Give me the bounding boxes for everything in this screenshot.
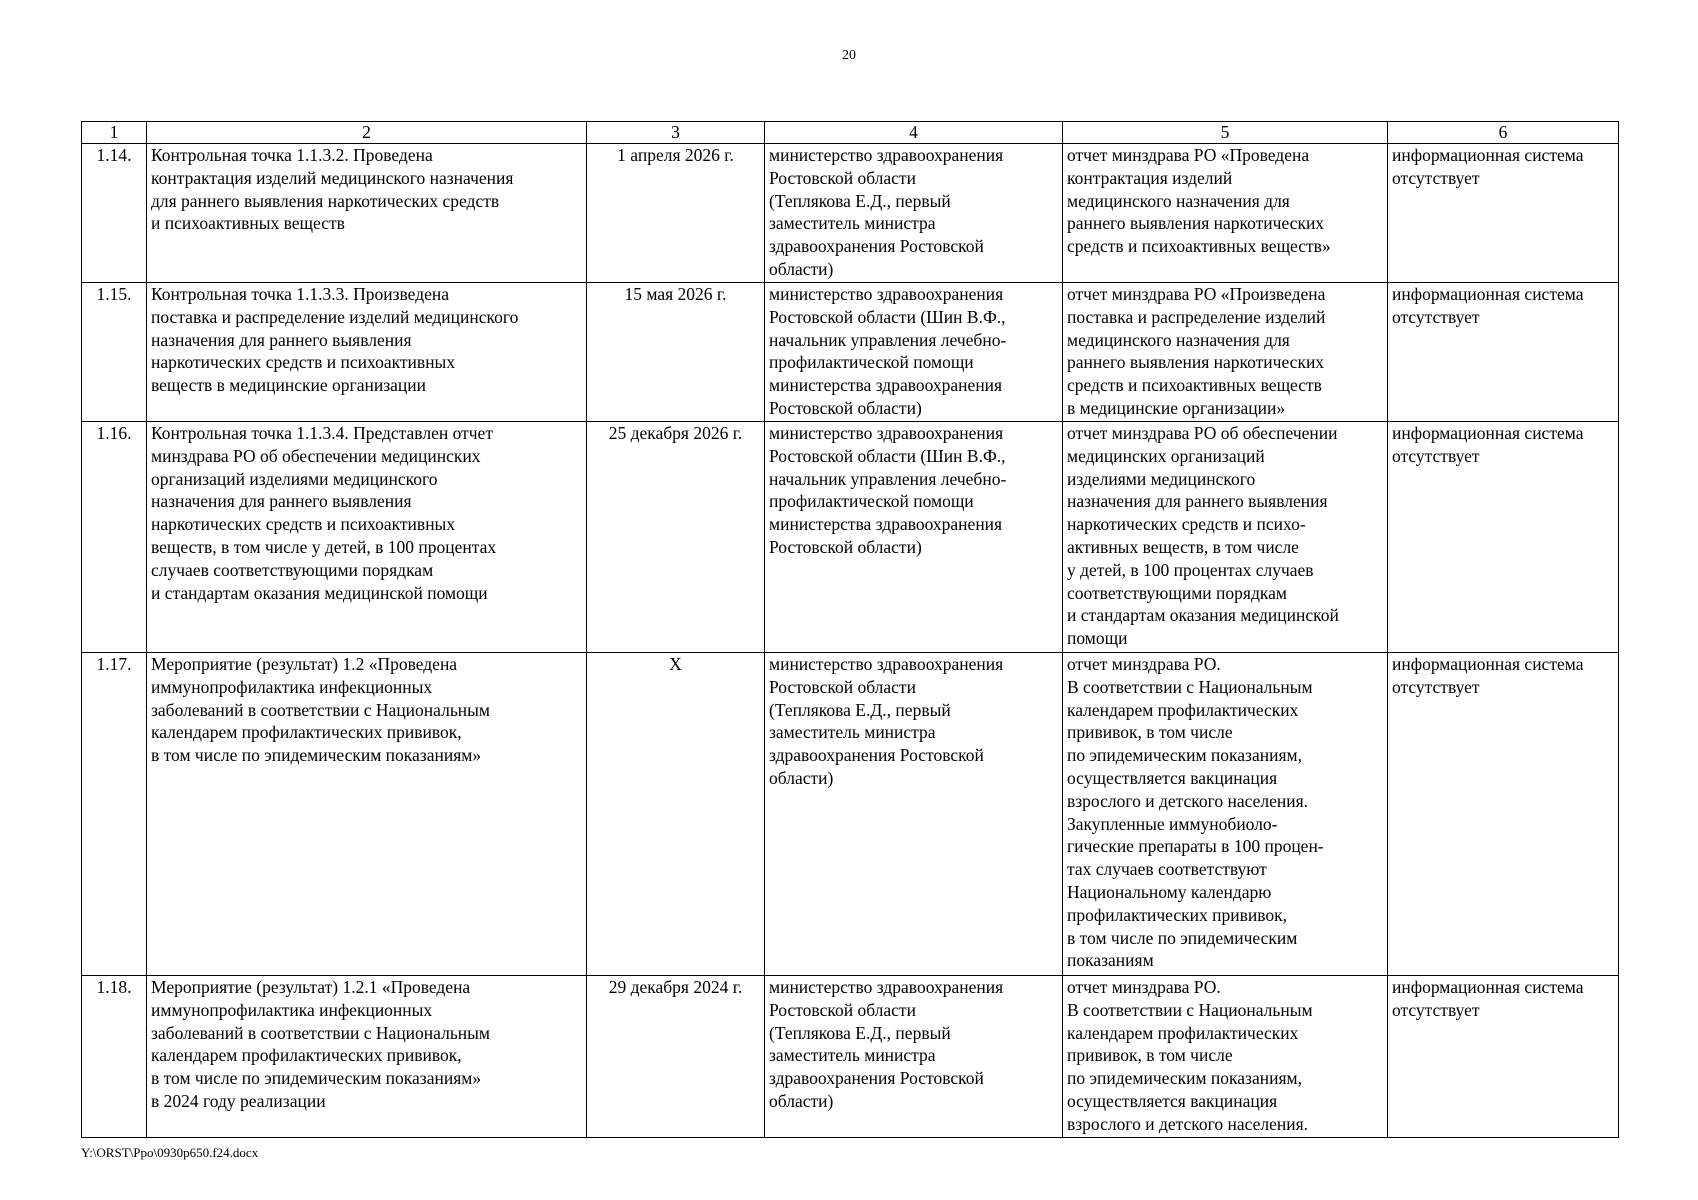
cell-deadline: 15 мая 2026 г.	[587, 283, 765, 422]
text-line: поставка и распределение изделий	[1067, 306, 1326, 327]
text-line: начальник управления лечебно-	[769, 468, 1007, 489]
text-line: прививок, в том числе	[1067, 1045, 1233, 1066]
text-line: контрактация изделий	[1067, 167, 1233, 188]
text-line: календарем профилактических прививок,	[151, 1045, 462, 1066]
text-line: информационная система	[1392, 423, 1584, 443]
text-line: и стандартам оказания медицинской	[1067, 605, 1339, 626]
text-line: здравоохранения Ростовской	[769, 1068, 984, 1089]
text-line: Контрольная точка 1.1.3.4. Представлен отчет	[151, 423, 493, 443]
cell-activity-name	[147, 422, 587, 653]
cell-activity-name	[147, 976, 587, 1138]
text-line: назначения для раннего выявления	[151, 329, 412, 350]
text-line: организаций изделиями медицинского	[151, 468, 438, 489]
cell-deadline: 25 декабря 2026 г.	[587, 422, 765, 653]
text-line: в медицинские организации»	[1067, 397, 1286, 418]
text-line: (Теплякова Е.Д., первый	[769, 190, 951, 211]
text-line: помощи	[1067, 628, 1128, 649]
table-row	[82, 422, 1619, 653]
footer-file-path: Y:\ORST\Ppo\0930p650.f24.docx	[81, 1145, 259, 1160]
text-line: взрослого и детского населения.	[1067, 1113, 1309, 1134]
text-line: Ростовской области)	[769, 536, 922, 557]
cell-responsible	[765, 144, 1063, 283]
text-line: прививок, в том числе	[1067, 722, 1233, 743]
text-line: информационная система	[1392, 654, 1584, 674]
text-line: раннего выявления наркотических	[1067, 213, 1325, 234]
text-line: медицинских организаций	[1067, 445, 1265, 466]
text-line: Национальному календарю	[1067, 881, 1272, 902]
text-line: средств и психоактивных веществ	[1067, 375, 1322, 396]
cell-information-system	[1388, 653, 1619, 976]
text-line: здравоохранения Ростовской	[769, 745, 984, 766]
text-line: соответствующими порядкам	[1067, 582, 1287, 603]
text-line: у детей, в 100 процентах случаев	[1067, 559, 1314, 580]
cell-row-number: 1.15.	[82, 283, 147, 422]
cell-row-number: 1.14.	[82, 144, 147, 283]
text-line: здравоохранения Ростовской	[769, 236, 984, 257]
text-line: отсутствует	[1392, 445, 1480, 466]
text-line: в том числе по эпидемическим показаниям»	[151, 1068, 482, 1089]
cell-information-system	[1388, 976, 1619, 1138]
text-line: отсутствует	[1392, 999, 1480, 1020]
text-line: календарем профилактических	[1067, 699, 1299, 720]
text-line: профилактической помощи	[769, 352, 974, 373]
text-line: изделиями медицинского	[1067, 468, 1256, 489]
cell-row-number: 1.17.	[82, 653, 147, 976]
text-line: тах случаев соответствуют	[1067, 859, 1267, 880]
text-line: в том числе по эпидемическим показаниям»	[151, 745, 482, 766]
cell-information-system	[1388, 144, 1619, 283]
text-line: министерства здравоохранения	[769, 514, 1003, 535]
cell-activity-name	[147, 653, 587, 976]
text-line: Контрольная точка 1.1.3.2. Проведена	[151, 145, 433, 165]
cell-result-document	[1063, 976, 1388, 1138]
text-line: профилактической помощи	[769, 491, 974, 512]
text-line: веществ в медицинские организации	[151, 375, 427, 396]
text-line: отсутствует	[1392, 676, 1480, 697]
text-line: наркотических средств и психоактивных	[151, 352, 456, 373]
text-line: календарем профилактических прививок,	[151, 722, 462, 743]
col-header-6: 6	[1388, 122, 1619, 144]
cell-activity-name	[147, 283, 587, 422]
cell-row-number: 1.16.	[82, 422, 147, 653]
col-header-5: 5	[1063, 122, 1388, 144]
text-line: иммунопрофилактика инфекционных	[151, 999, 433, 1020]
text-line: осуществляется вакцинация	[1067, 1090, 1278, 1111]
text-line: медицинского назначения для	[1067, 190, 1290, 211]
text-line: средств и психоактивных веществ»	[1067, 236, 1331, 257]
text-line: министерство здравоохранения	[769, 145, 1004, 165]
text-line: случаев соответствующими порядкам	[151, 559, 434, 580]
text-line: показаниям	[1067, 950, 1154, 971]
cell-information-system	[1388, 283, 1619, 422]
col-header-4: 4	[765, 122, 1063, 144]
text-line: информационная система	[1392, 145, 1584, 165]
cell-deadline: 1 апреля 2026 г.	[587, 144, 765, 283]
text-line: Контрольная точка 1.1.3.3. Произведена	[151, 284, 450, 304]
text-line: отчет минздрава РО «Проведена	[1067, 145, 1310, 165]
table-row	[82, 976, 1619, 1138]
text-line: Ростовской области	[769, 676, 916, 697]
text-line: гические препараты в 100 процен-	[1067, 836, 1324, 857]
table-row	[82, 144, 1619, 283]
text-line: Мероприятие (результат) 1.2.1 «Проведена	[151, 977, 471, 997]
text-line: Ростовской области	[769, 167, 916, 188]
text-line: отчет минздрава РО.	[1067, 977, 1221, 997]
text-line: по эпидемическим показаниям,	[1067, 745, 1302, 766]
cell-deadline: Х	[587, 653, 765, 976]
text-line: календарем профилактических	[1067, 1022, 1299, 1043]
text-line: отчет минздрава РО об обеспечении	[1067, 423, 1338, 443]
text-line: В соответствии с Национальным	[1067, 999, 1313, 1020]
text-line: наркотических средств и психо-	[1067, 514, 1306, 535]
text-line: министерство здравоохранения	[769, 284, 1004, 304]
text-line: и стандартам оказания медицинской помощи	[151, 582, 488, 603]
text-line: В соответствии с Национальным	[1067, 676, 1313, 697]
text-line: министерство здравоохранения	[769, 423, 1004, 443]
text-line: заболеваний в соответствии с Национальным	[151, 1022, 490, 1043]
text-line: министерство здравоохранения	[769, 977, 1004, 997]
text-line: области)	[769, 767, 834, 788]
text-line: заместитель министра	[769, 1045, 936, 1066]
table-row	[82, 653, 1619, 976]
text-line: взрослого и детского населения.	[1067, 790, 1309, 811]
text-line: осуществляется вакцинация	[1067, 767, 1278, 788]
cell-responsible	[765, 283, 1063, 422]
text-line: назначения для раннего выявления	[151, 491, 412, 512]
text-line: заболеваний в соответствии с Национальным	[151, 699, 490, 720]
text-line: Ростовской области (Шин В.Ф.,	[769, 445, 1006, 466]
text-line: раннего выявления наркотических	[1067, 352, 1325, 373]
text-line: минздрава РО об обеспечении медицинских	[151, 445, 481, 466]
text-line: Мероприятие (результат) 1.2 «Проведена	[151, 654, 458, 674]
cell-result-document	[1063, 653, 1388, 976]
text-line: в том числе по эпидемическим	[1067, 927, 1298, 948]
text-line: активных веществ, в том числе	[1067, 536, 1299, 557]
text-line: веществ, в том числе у детей, в 100 процентах	[151, 536, 497, 557]
cell-activity-name	[147, 144, 587, 283]
text-line: Ростовской области (Шин В.Ф.,	[769, 306, 1006, 327]
cell-responsible	[765, 976, 1063, 1138]
cell-result-document	[1063, 144, 1388, 283]
text-line: заместитель министра	[769, 213, 936, 234]
page-number: 20	[842, 48, 856, 63]
text-line: медицинского назначения для	[1067, 329, 1290, 350]
text-line: поставка и распределение изделий медицинского	[151, 306, 519, 327]
text-line: заместитель министра	[769, 722, 936, 743]
text-line: для раннего выявления наркотических средств	[151, 190, 500, 211]
text-line: отсутствует	[1392, 167, 1480, 188]
text-line: по эпидемическим показаниям,	[1067, 1068, 1302, 1089]
col-header-1: 1	[82, 122, 147, 144]
cell-information-system	[1388, 422, 1619, 653]
table-row	[82, 283, 1619, 422]
text-line: профилактических прививок,	[1067, 904, 1287, 925]
col-header-2: 2	[147, 122, 587, 144]
col-header-3: 3	[587, 122, 765, 144]
text-line: Ростовской области)	[769, 397, 922, 418]
cell-row-number: 1.18.	[82, 976, 147, 1138]
text-line: области)	[769, 1090, 834, 1111]
text-line: контрактация изделий медицинского назначения	[151, 167, 514, 188]
cell-responsible	[765, 422, 1063, 653]
text-line: Закупленные иммунобиоло-	[1067, 813, 1278, 834]
text-line: области)	[769, 258, 834, 279]
cell-result-document	[1063, 422, 1388, 653]
text-line: в 2024 году реализации	[151, 1090, 326, 1111]
text-line: назначения для раннего выявления	[1067, 491, 1328, 512]
text-line: министерство здравоохранения	[769, 654, 1004, 674]
cell-deadline: 29 декабря 2024 г.	[587, 976, 765, 1138]
text-line: иммунопрофилактика инфекционных	[151, 676, 433, 697]
plan-table	[81, 121, 1619, 1138]
cell-result-document	[1063, 283, 1388, 422]
text-line: (Теплякова Е.Д., первый	[769, 699, 951, 720]
header-row	[82, 122, 1619, 144]
text-line: отчет минздрава РО.	[1067, 654, 1221, 674]
text-line: отсутствует	[1392, 306, 1480, 327]
text-line: и психоактивных веществ	[151, 213, 345, 234]
text-line: информационная система	[1392, 977, 1584, 997]
text-line: информационная система	[1392, 284, 1584, 304]
text-line: Ростовской области	[769, 999, 916, 1020]
cell-responsible	[765, 653, 1063, 976]
text-line: отчет минздрава РО «Произведена	[1067, 284, 1326, 304]
text-line: (Теплякова Е.Д., первый	[769, 1022, 951, 1043]
text-line: министерства здравоохранения	[769, 375, 1003, 396]
text-line: начальник управления лечебно-	[769, 329, 1007, 350]
text-line: наркотических средств и психоактивных	[151, 514, 456, 535]
